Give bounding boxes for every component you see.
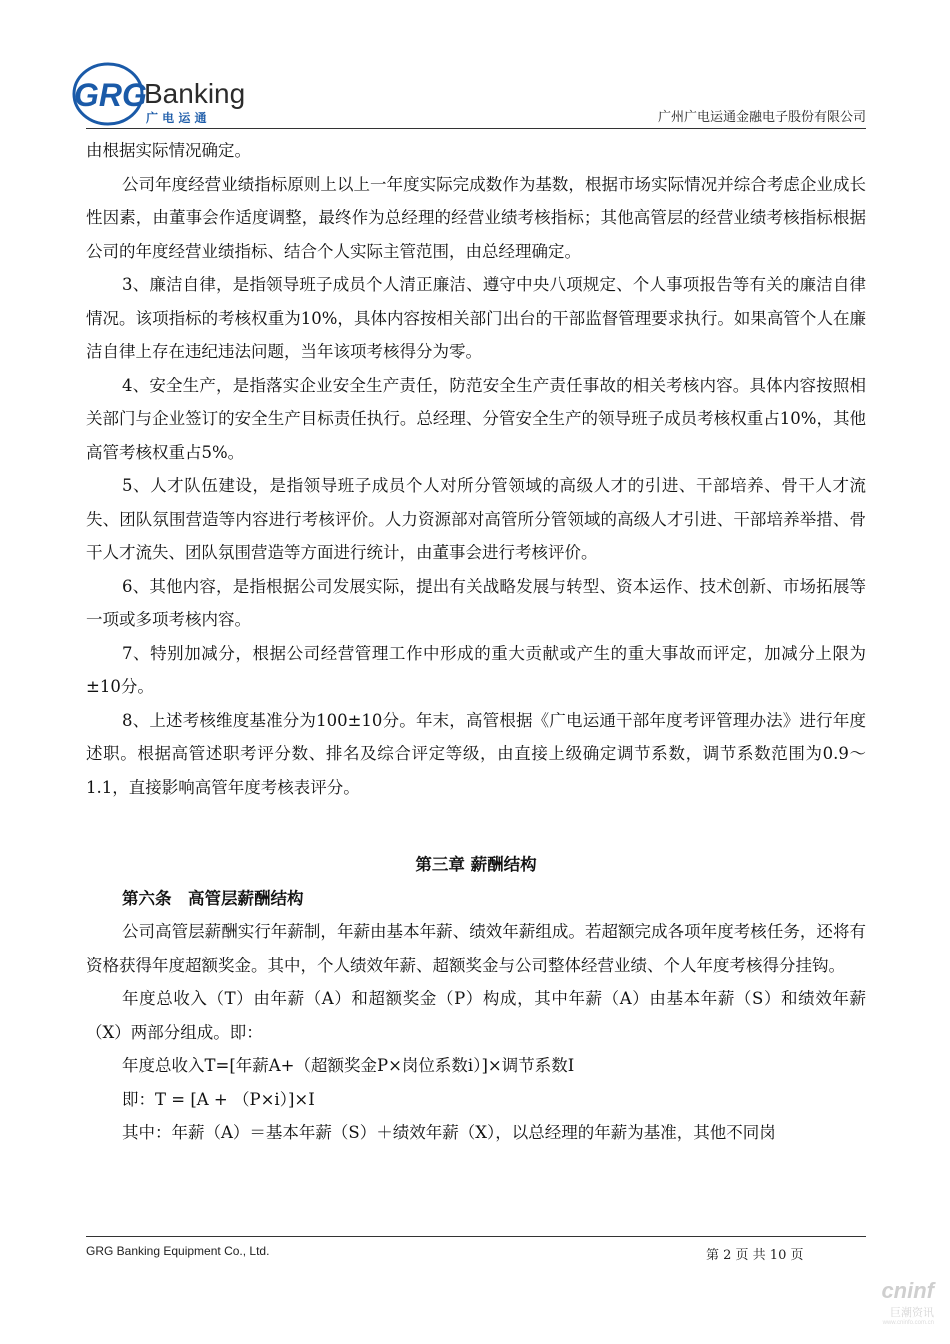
watermark-sub: 巨潮资讯: [890, 1306, 934, 1319]
paragraph: 其中：年薪（A）＝基本年薪（S）＋绩效年薪（X），以总经理的年薪为基准，其他不同岗: [122, 1123, 776, 1142]
paragraph: 公司年度经营业绩指标原则上以上一年度实际完成数作为基数，根据市场实际情况并综合考虑企业成长性因素，由董事会作适度调整，最终作为总经理的经营业绩考核指标；其他高管层的经营业绩考核指标根据公司的年度经营业绩指标、结合个人实际主管范围，由总经理确定。: [86, 174, 866, 261]
logo-chinese-text: 广 电 运 通: [146, 111, 207, 125]
document-body: [86, 134, 866, 1150]
header-rule: [86, 128, 866, 129]
watermark-url: www.cninfo.com.cn: [882, 1320, 934, 1326]
paragraph-item-7: 7、特别加减分，根据公司经营管理工作中形成的重大贡献或产生的重大事故而评定，加减分上限为±10分。: [86, 643, 866, 696]
chapter-title: 第三章 薪酬结构: [415, 855, 537, 874]
company-logo: [70, 58, 260, 128]
logo-grg-text: GRG: [74, 77, 147, 113]
page-number: 第 2 页 共 10 页: [706, 1248, 804, 1263]
footer-rule: [86, 1236, 866, 1237]
paragraph-item-4: 4、安全生产，是指落实企业安全生产责任，防范安全生产责任事故的相关考核内容。具体内容按照相关部门与企业签订的安全生产目标责任执行。总经理、分管安全生产的领导班子成员考核权重占10%，其他高管考核权重占5%。: [86, 375, 866, 462]
paragraph-item-8: 8、上述考核维度基准分为100±10分。年末，高管根据《广电运通干部年度考评管理办法》进行年度述职。根据高管述职考评分数、排名及综合评定等级，由直接上级确定调节系数，调节系数范围为0.9～1.1，直接影响高管年度考核表评分。: [86, 710, 866, 797]
paragraph: 公司高管层薪酬实行年薪制，年薪由基本年薪、绩效年薪组成。若超额完成各项年度考核任务，还将有资格获得年度超额奖金。其中，个人绩效年薪、超额奖金与公司整体经营业绩、个人年度考核得分挂钩。: [86, 922, 866, 975]
paragraph-item-6: 6、其他内容，是指根据公司发展实际，提出有关战略发展与转型、资本运作、技术创新、市场拓展等一项或多项考核内容。: [86, 576, 866, 629]
cninfo-watermark: [844, 1278, 934, 1338]
formula-short-line: 即：T = [A + （P×i）]×I: [122, 1089, 315, 1109]
paragraph-item-5: 5、人才队伍建设，是指领导班子成员个人对所分管领域的高级人才的引进、干部培养、骨干人才流失、团队氛围营造等内容进行考核评价。人力资源部对高管所分管领域的高级人才引进、干部培养举措、骨干人才流失、团队氛围营造等方面进行统计，由董事会进行考核评价。: [86, 476, 866, 562]
watermark-brand: cninf: [881, 1278, 934, 1303]
formula-line: 年度总收入T=[年薪A+（超额奖金P×岗位系数i）]×调节系数I: [122, 1056, 575, 1075]
paragraph: 年度总收入（T）由年薪（A）和超额奖金（P）构成，其中年薪（A）由基本年薪（S）和绩效年薪（X）两部分组成。即：: [86, 989, 866, 1042]
logo-banking-text: Banking: [144, 78, 246, 109]
header-company-name: 广州广电运通金融电子股份有限公司: [657, 110, 866, 125]
article-title: 第六条 高管层薪酬结构: [122, 888, 304, 908]
paragraph-item-3: 3、廉洁自律，是指领导班子成员个人清正廉洁、遵守中央八项规定、个人事项报告等有关的廉洁自律情况。该项指标的考核权重为10%，具体内容按相关部门出台的干部监督管理要求执行。如果高管个人在廉洁自律上存在违纪违法问题，当年该项考核得分为零。: [86, 275, 866, 361]
footer-company-en: GRG Banking Equipment Co., Ltd.: [86, 1244, 270, 1258]
paragraph: 由根据实际情况确定。: [86, 141, 251, 160]
